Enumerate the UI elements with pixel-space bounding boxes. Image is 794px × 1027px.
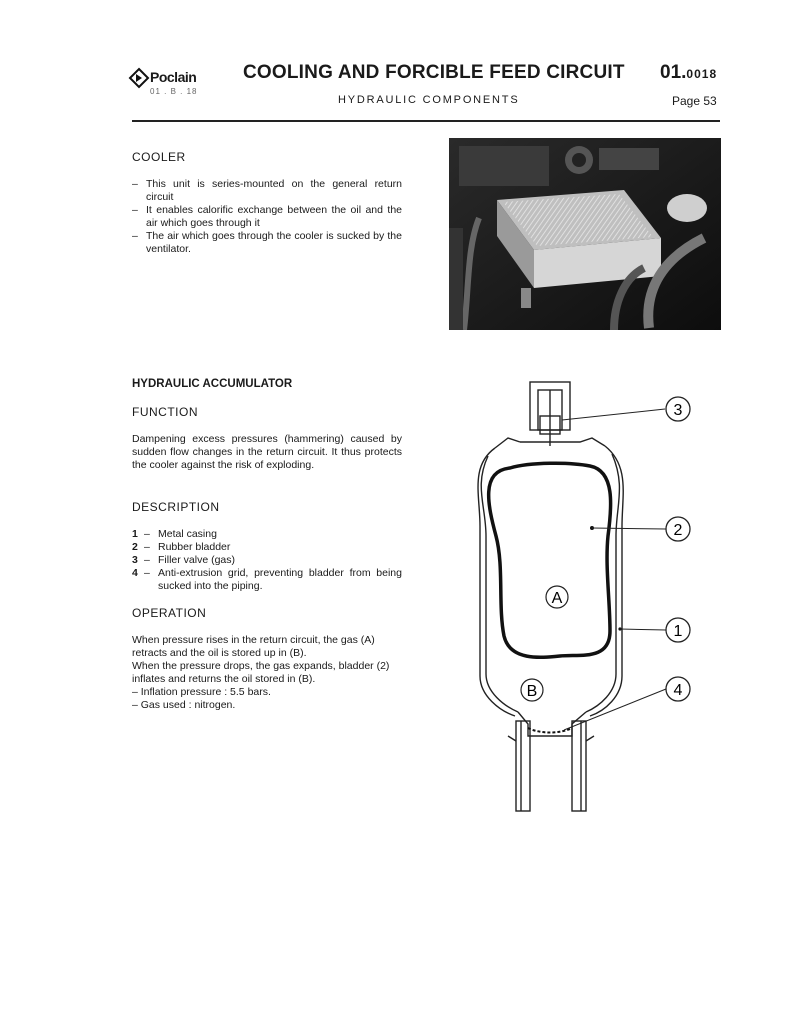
- svg-text:1: 1: [673, 623, 683, 640]
- part-label: Metal casing: [158, 528, 217, 540]
- parts-list-item: 3 – Filler valve (gas): [132, 554, 402, 567]
- cooler-bullet: – The air which goes through the cooler is sucked by the ventilator.: [132, 230, 402, 255]
- function-text: Dampening excess pressures (hammering) caused by sudden flow changes in the return circuit. It thus protects the cooler against the risk of exploding.: [132, 433, 402, 471]
- svg-text:4: 4: [673, 682, 683, 699]
- part-number: 4: [132, 567, 138, 579]
- operation-line: When the pressure drops, the gas expands, bladder (2) inflates and returns the oil stored in (B).: [132, 660, 390, 685]
- cooler-bullet-text: The air which goes through the cooler is sucked by the ventilator.: [146, 230, 402, 255]
- parts-list-item: 1 – Metal casing: [132, 528, 402, 541]
- document-number-main: 01.: [660, 62, 687, 83]
- operation-line: – Gas used : nitrogen.: [132, 699, 236, 711]
- operation-heading: OPERATION: [132, 606, 207, 620]
- brand-subtext: 01 . B . 18: [150, 87, 198, 96]
- callout-1: [666, 618, 690, 642]
- page-number: Page 53: [672, 94, 717, 108]
- brand-name: Poclain: [150, 69, 197, 85]
- poclain-logo: [128, 67, 228, 107]
- callout-4: [666, 677, 690, 701]
- function-heading: FUNCTION: [132, 405, 198, 419]
- cooler-bullet: – This unit is series-mounted on the general return circuit: [132, 178, 402, 203]
- svg-text:A: A: [551, 590, 563, 607]
- parts-list-item: 4 – Anti-extrusion grid, preventing bladder from being sucked into the piping.: [132, 567, 402, 592]
- region-a-label: [546, 586, 568, 608]
- anti-extrusion-grid: [528, 728, 572, 733]
- document-number: [660, 62, 717, 84]
- page-subtitle: HYDRAULIC COMPONENTS: [338, 94, 520, 106]
- diamond-arrow-logo-icon: [128, 67, 150, 89]
- svg-text:2: 2: [673, 522, 683, 539]
- svg-text:B: B: [526, 683, 538, 700]
- operation-line: – Inflation pressure : 5.5 bars.: [132, 686, 271, 698]
- cooler-bullet-text: It enables calorific exchange between the oil and the air which goes through it: [146, 204, 402, 229]
- accumulator-diagram: [460, 376, 730, 816]
- header-divider: [132, 120, 720, 122]
- accumulator-drawing: [460, 376, 730, 816]
- parts-list: [132, 528, 402, 593]
- part-number: 2: [132, 541, 138, 553]
- part-label: Rubber bladder: [158, 541, 231, 553]
- operation-text: [132, 634, 407, 712]
- part-number: 1: [132, 528, 138, 540]
- part-label: Filler valve (gas): [158, 554, 236, 566]
- part-label: Anti-extrusion grid, preventing bladder from being sucked into the piping.: [158, 567, 402, 592]
- region-b-label: [521, 679, 543, 701]
- callout-3: [666, 397, 690, 421]
- page-title: COOLING AND FORCIBLE FEED CIRCUIT: [243, 62, 625, 83]
- accumulator-heading: HYDRAULIC ACCUMULATOR: [132, 378, 293, 390]
- document-number-suffix: 0018: [686, 67, 718, 81]
- cooler-heading: COOLER: [132, 150, 186, 164]
- part-number: 3: [132, 554, 138, 566]
- cooler-bullet-text: This unit is series-mounted on the general return circuit: [146, 178, 402, 203]
- parts-list-item: 2 – Rubber bladder: [132, 541, 402, 554]
- description-heading: DESCRIPTION: [132, 500, 220, 514]
- rubber-bladder: [489, 463, 611, 657]
- cooler-photo: [449, 138, 721, 330]
- operation-line: When pressure rises in the return circuit, the gas (A) retracts and the oil is stored up in (B).: [132, 634, 375, 659]
- svg-text:3: 3: [673, 402, 683, 419]
- cooler-photo-drawing: [449, 138, 721, 330]
- cooler-bullet-list: [132, 178, 402, 256]
- cooler-bullet: – It enables calorific exchange between the oil and the air which goes through it: [132, 204, 402, 229]
- callout-2: [666, 517, 690, 541]
